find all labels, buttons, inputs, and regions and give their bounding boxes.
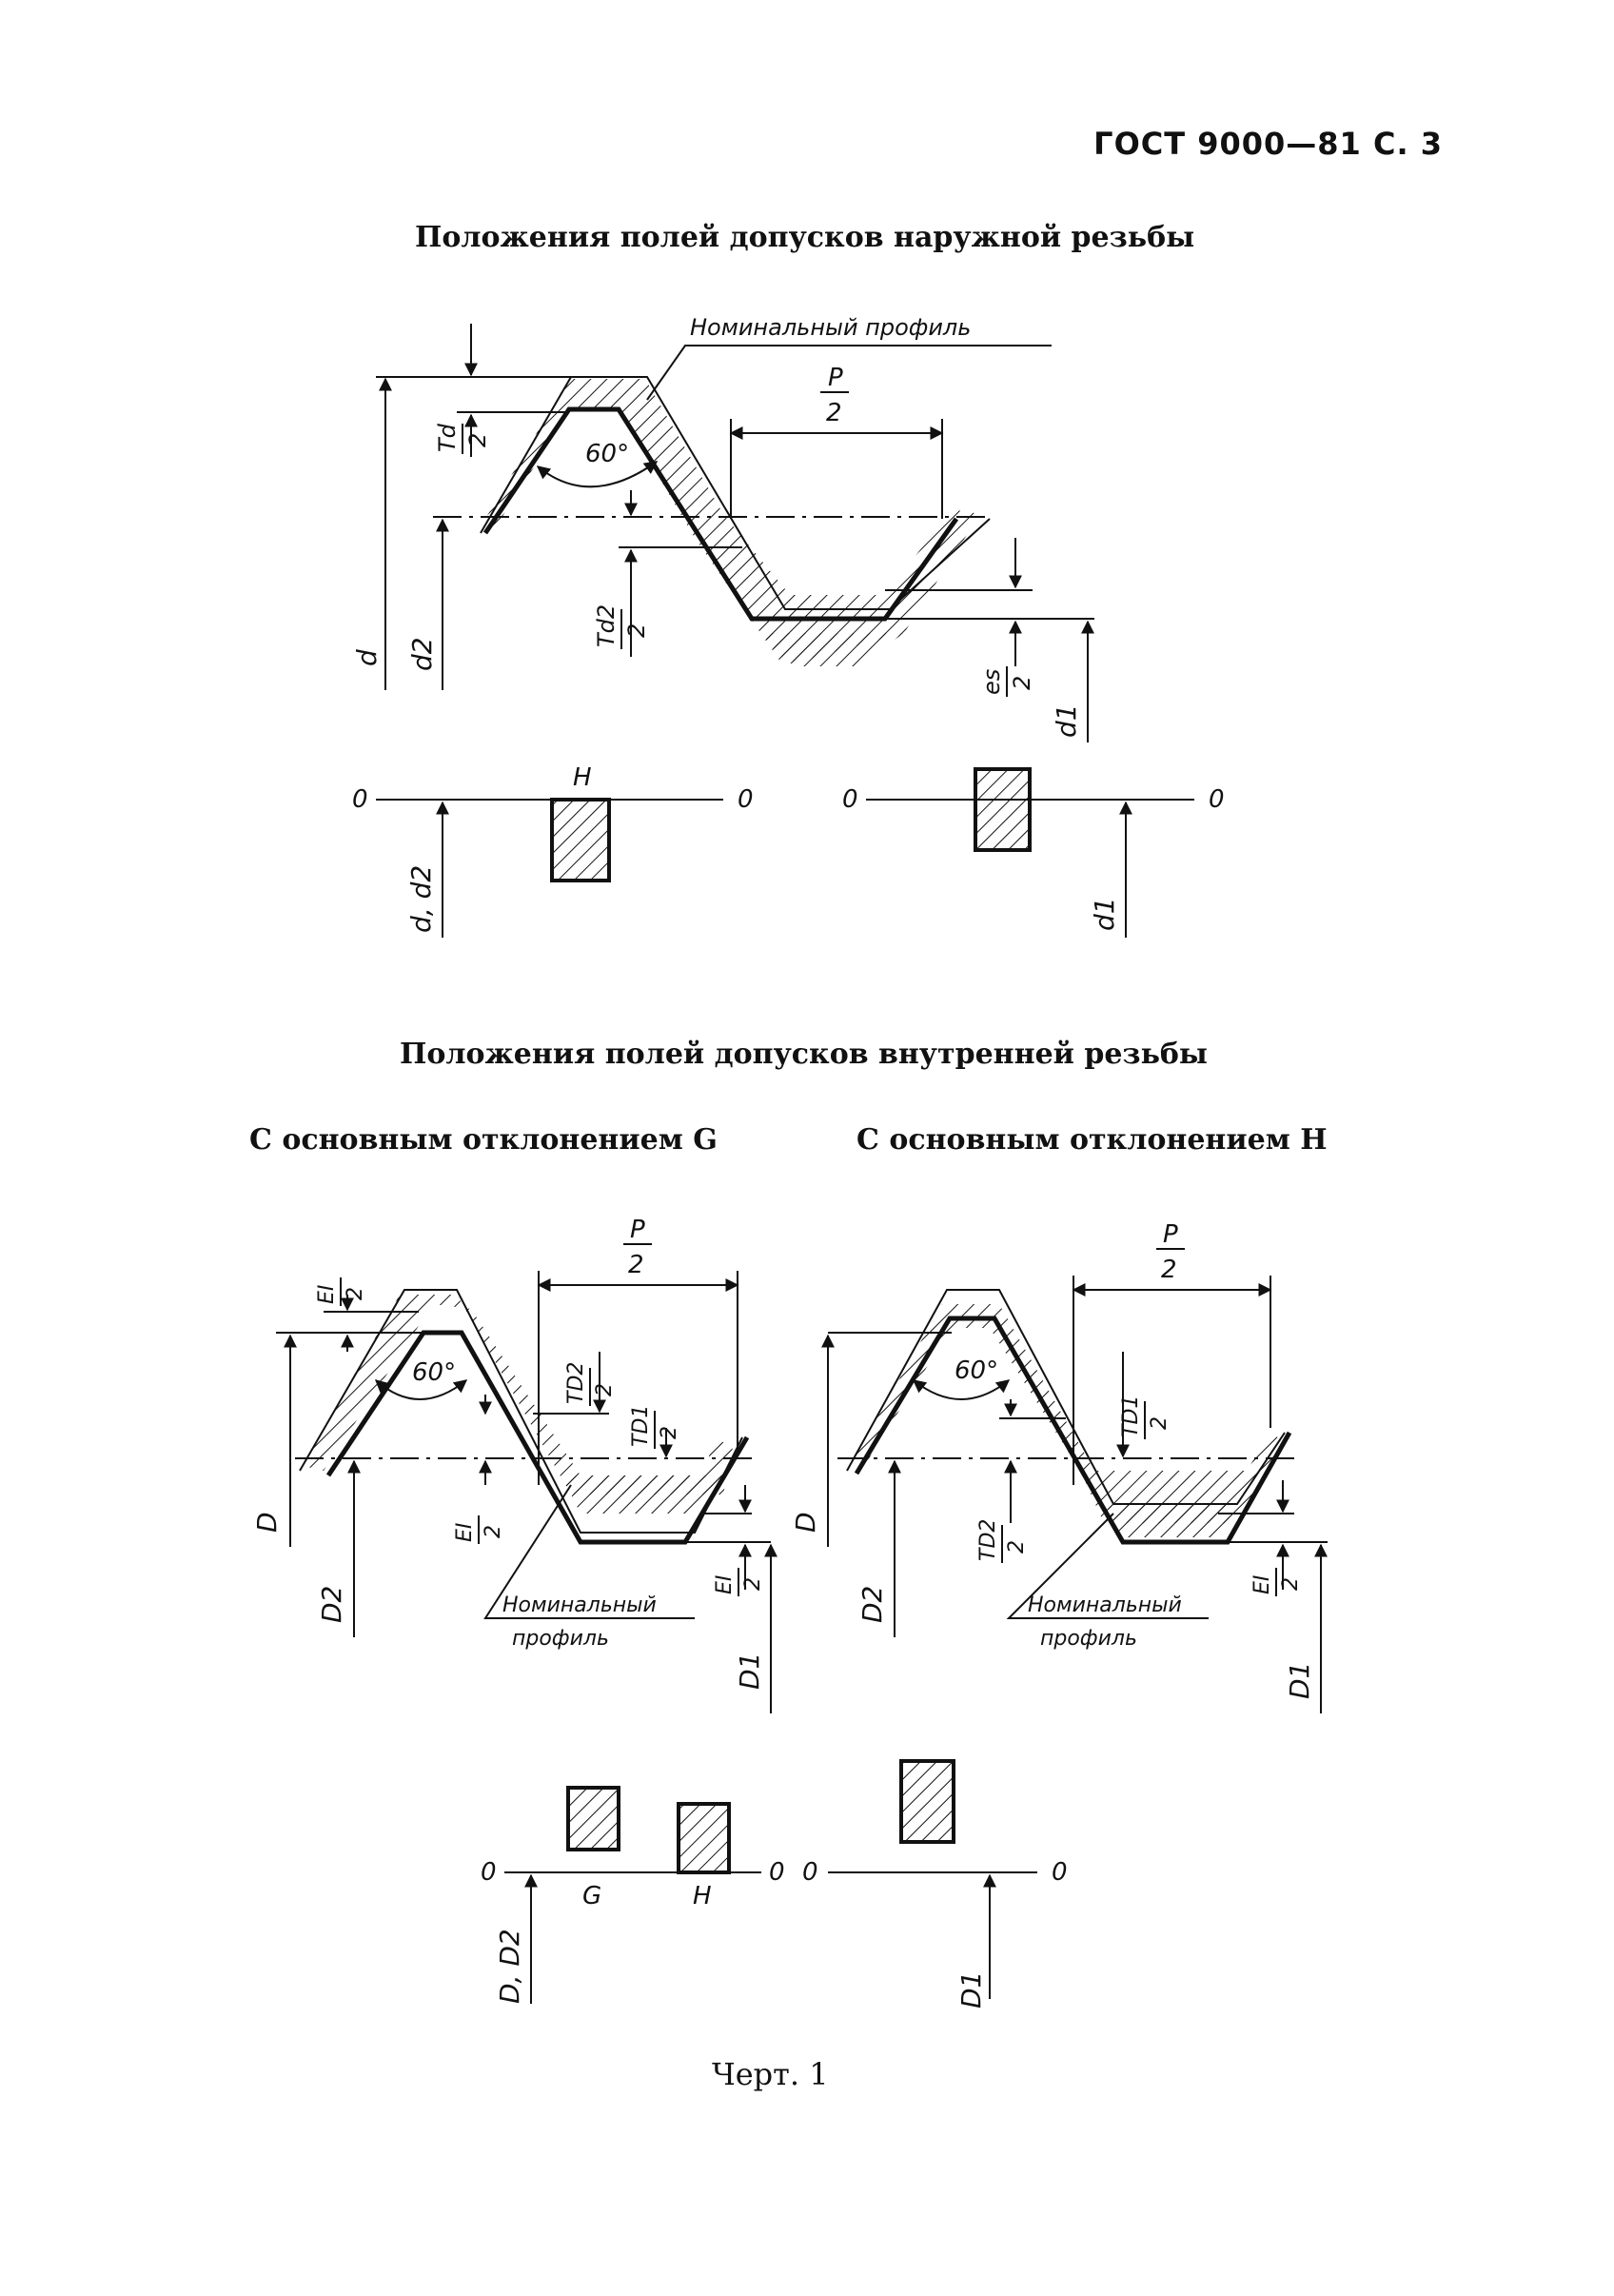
external-thread-diagram: [351, 314, 1094, 742]
internal-g-nominal-line1: Номинальный: [502, 1593, 657, 1617]
internal-g-d2: D2: [316, 1585, 347, 1623]
subtitle-deviation-h: С основным отклонением H: [856, 1123, 1328, 1157]
internal-h-angle: 60°: [955, 1356, 999, 1385]
internal-g-td2: TD2: [564, 1361, 588, 1404]
internal-g-d: D: [251, 1512, 283, 1533]
zero-label: 0: [352, 785, 368, 814]
internal-h-tolerance-zone: [850, 1304, 1285, 1523]
nominal-profile-leader: [647, 346, 1052, 400]
td2-two: 2: [623, 623, 650, 638]
external-thread-title: Положения полей допусков наружной резьбы: [415, 221, 1195, 254]
zero-label: 0: [1209, 785, 1225, 814]
svg-text:2: 2: [344, 1287, 367, 1300]
h-position-label: H: [693, 1882, 712, 1910]
page-header: ГОСТ 9000—81 С. 3: [1093, 126, 1443, 162]
d-d2-label: D, D2: [494, 1929, 525, 2004]
h-tolerance-field: [552, 800, 609, 881]
internal-h-td2: TD2: [976, 1518, 1000, 1561]
internal-h-nominal-line2: профиль: [1040, 1627, 1137, 1651]
g-position-label: G: [582, 1882, 602, 1910]
nominal-profile-label: Номинальный профиль: [690, 314, 972, 341]
half-pitch-denominator: 2: [826, 399, 842, 427]
h-tolerance-field: [679, 1804, 729, 1872]
svg-text:2: 2: [593, 1383, 617, 1396]
internal-g-nominal-line2: профиль: [512, 1627, 609, 1651]
td-label: Td: [434, 424, 461, 452]
h-base-tolerance-field: [901, 1761, 954, 1842]
svg-text:0: 0: [769, 1858, 785, 1887]
svg-text:2: 2: [482, 1525, 505, 1538]
internal-h-nominal-line1: Номинальный: [1028, 1593, 1182, 1617]
internal-g-tolerance-zone: [303, 1295, 733, 1494]
internal-g-p: P: [630, 1216, 645, 1244]
svg-text:0: 0: [481, 1858, 497, 1887]
figure-caption: Черт. 1: [712, 2056, 829, 2092]
d-d2-label: d, d2: [405, 864, 437, 933]
internal-g-two: 2: [628, 1251, 644, 1279]
d1-label: d1: [1089, 897, 1120, 931]
internal-g-ei-bottom: EI: [713, 1574, 737, 1594]
svg-text:0: 0: [802, 1858, 818, 1887]
g-tolerance-field: [568, 1788, 619, 1850]
internal-h-td1: TD1: [1119, 1395, 1143, 1437]
internal-h-d1: D1: [1284, 1661, 1315, 1699]
internal-h-d2: D2: [856, 1585, 888, 1623]
td-two: 2: [464, 432, 491, 447]
internal-thread-title: Положения полей допусков внутренней резьбы: [400, 1038, 1209, 1071]
h-position-label: H: [573, 763, 592, 792]
svg-text:0: 0: [1052, 1858, 1068, 1887]
internal-g-ei-mid: EI: [453, 1522, 477, 1542]
d1-label: d1: [1051, 703, 1082, 738]
zero-label: 0: [842, 785, 858, 814]
td2-label: Td2: [593, 604, 620, 647]
internal-zero-line-right: [802, 1761, 1068, 2009]
zero-label: 0: [738, 785, 754, 814]
internal-zero-line-left: [481, 1788, 785, 2004]
internal-h-two: 2: [1161, 1256, 1177, 1284]
svg-text:2: 2: [1005, 1540, 1029, 1554]
internal-thread-g-diagram: [251, 1216, 771, 1713]
external-zero-line-left: [352, 763, 754, 938]
es-two: 2: [1009, 675, 1035, 690]
internal-g-pitch-hatch: [561, 1475, 723, 1514]
internal-h-d: D: [790, 1512, 821, 1533]
svg-text:2: 2: [1148, 1416, 1171, 1430]
internal-h-ei: EI: [1250, 1574, 1274, 1594]
svg-text:2: 2: [741, 1577, 765, 1591]
svg-text:2: 2: [1279, 1577, 1303, 1591]
es-label: es: [978, 668, 1005, 695]
internal-h-p: P: [1163, 1220, 1178, 1249]
half-pitch-numerator: P: [828, 364, 843, 392]
es-tolerance-field: [975, 769, 1030, 850]
d2-label: d2: [406, 637, 438, 671]
svg-text:2: 2: [658, 1426, 681, 1439]
internal-g-td1: TD1: [629, 1404, 653, 1447]
external-zero-line-right: [842, 769, 1225, 938]
internal-g-angle: 60°: [412, 1358, 457, 1387]
d-label: d: [351, 649, 383, 666]
internal-g-ei-top: EI: [315, 1284, 339, 1304]
angle-label: 60°: [585, 440, 630, 468]
subtitle-deviation-g: С основным отклонением G: [249, 1123, 718, 1157]
d1-label: D1: [955, 1970, 987, 2009]
internal-g-d1: D1: [734, 1652, 765, 1690]
internal-thread-h-diagram: [790, 1220, 1328, 1713]
